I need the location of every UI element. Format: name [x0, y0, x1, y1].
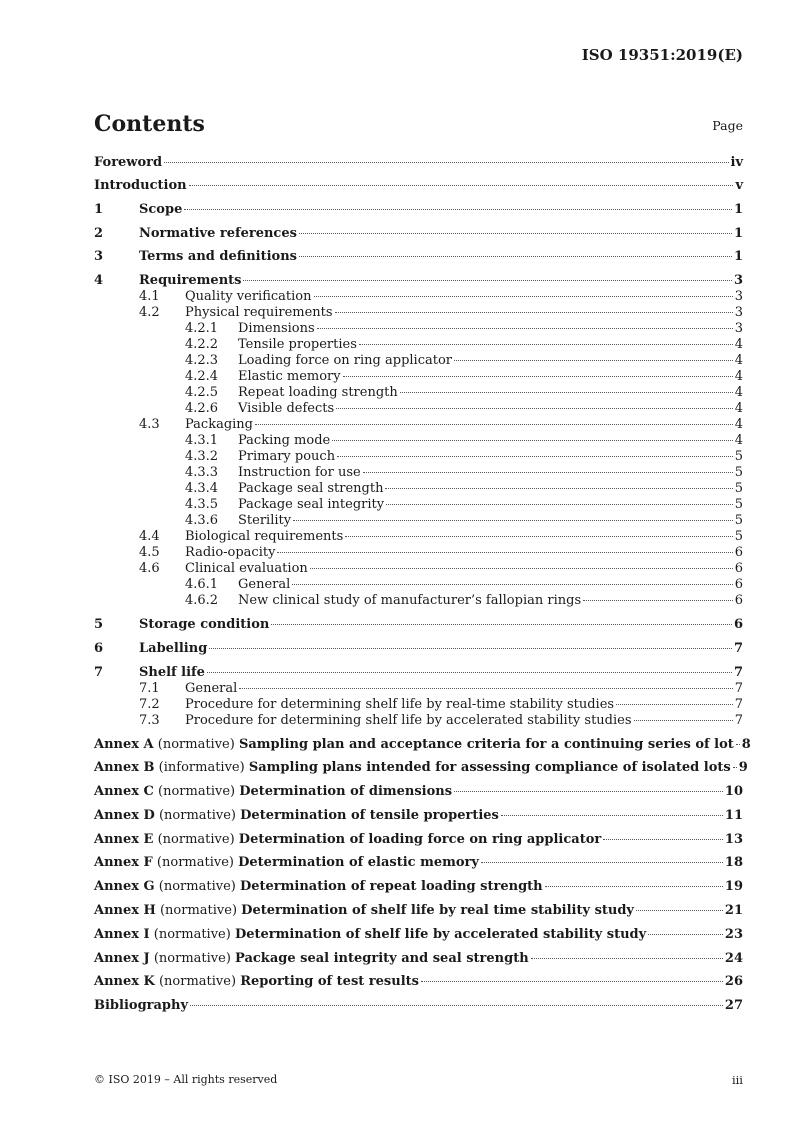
toc-page-number: 6: [733, 617, 743, 632]
toc-entry-4-1[interactable]: [94, 289, 743, 305]
toc-entry-7-1[interactable]: [94, 681, 743, 697]
dot-leader: [634, 719, 733, 721]
toc-entry-number: 4.3: [139, 417, 160, 432]
dot-leader: [603, 838, 723, 840]
annex-type: (normative): [158, 879, 236, 894]
toc-entry-title: Tensile properties: [238, 337, 357, 352]
toc-entry-number: 4.2.4: [185, 369, 219, 384]
toc-entry-bibliography[interactable]: [94, 998, 743, 1014]
toc-entry-annex-f[interactable]: [94, 855, 743, 871]
toc-page-number: 7: [734, 681, 743, 696]
toc-page-number: 3: [734, 321, 743, 336]
toc-entry-4-5[interactable]: [94, 545, 743, 561]
toc-entry-title: Clinical evaluation: [185, 561, 308, 576]
dot-leader: [481, 861, 723, 863]
dot-leader: [400, 391, 733, 393]
annex-label: Annex F: [94, 855, 153, 870]
toc-entry-title: Package seal integrity: [238, 497, 385, 512]
toc-entry-4-3-3[interactable]: [94, 465, 743, 481]
toc-entry-4-2-5[interactable]: [94, 385, 743, 401]
dot-leader: [271, 623, 732, 625]
toc-entry-number: 4.2.1: [185, 321, 219, 336]
dot-leader: [310, 567, 733, 569]
toc-entry-4-2-1[interactable]: [94, 321, 743, 337]
toc-entry-title: Biological requirements: [185, 529, 344, 544]
toc-entry-4-6-2[interactable]: [94, 593, 743, 609]
toc-entry-title: Procedure for determining shelf life by accelerated stability studies: [185, 713, 632, 728]
toc-entry-clause-2[interactable]: [94, 226, 743, 242]
toc-entry-number: 4.2.2: [185, 337, 219, 352]
dot-leader: [421, 980, 723, 982]
dot-leader: [385, 487, 732, 489]
toc-entry-title: Visible defects: [238, 401, 335, 416]
toc-entry-4-2[interactable]: [94, 305, 743, 321]
toc-entry-number: 6: [94, 641, 104, 656]
dot-leader: [616, 703, 733, 705]
toc-entry-clause-4[interactable]: [94, 273, 743, 289]
toc-page-number: 26: [724, 974, 743, 989]
toc-page-number: 10: [724, 784, 743, 799]
toc-entry-annex-i[interactable]: [94, 927, 743, 943]
toc-entry-number: 4.3.1: [185, 433, 219, 448]
toc-entry-number: 4.3.4: [185, 481, 219, 496]
dot-leader: [337, 455, 733, 457]
toc-entry-number: 4.6: [139, 561, 160, 576]
toc-entry-4-2-3[interactable]: [94, 353, 743, 369]
page-column-label: Page: [712, 118, 743, 133]
toc-entry-4-3-5[interactable]: [94, 497, 743, 513]
toc-page-number: 7: [734, 697, 743, 712]
toc-page-number: 5: [734, 449, 743, 464]
dot-leader: [239, 687, 732, 689]
toc-entry-title: Shelf life: [139, 665, 205, 680]
toc-entry-title: Elastic memory: [238, 369, 341, 384]
annex-title: Determination of tensile properties: [240, 808, 499, 823]
toc-page-number: 11: [724, 808, 743, 823]
toc-page-number: 21: [724, 903, 743, 918]
dot-leader: [207, 671, 732, 673]
toc-page-number: 3: [734, 305, 743, 320]
toc-entry-title: Requirements: [139, 273, 242, 288]
toc-page-number: 4: [734, 417, 743, 432]
dot-leader: [531, 957, 723, 959]
dot-leader: [293, 519, 733, 521]
toc-entry-4-6[interactable]: [94, 561, 743, 577]
toc-entry-number: 4.6.1: [185, 577, 219, 592]
dot-leader: [336, 407, 733, 409]
toc-entry-title: Labelling: [139, 641, 208, 656]
toc-page-number: 4: [734, 353, 743, 368]
toc-page-number: 5: [734, 481, 743, 496]
table-of-contents: [94, 155, 751, 1014]
toc-page-number: 6: [734, 545, 743, 560]
annex-type: (normative): [153, 927, 231, 942]
annex-type: (normative): [158, 974, 237, 989]
annex-title: Determination of dimensions: [239, 784, 453, 799]
annex-title: Determination of loading force on ring applicator: [238, 832, 602, 847]
annex-label: Annex A: [94, 737, 154, 752]
dot-leader: [343, 375, 733, 377]
toc-page-number: 13: [724, 832, 743, 847]
dot-leader: [209, 647, 732, 649]
annex-type: (informative): [158, 760, 245, 775]
toc-page-number: 8: [741, 737, 751, 752]
toc-entry-clause-7[interactable]: [94, 665, 743, 681]
toc-entry-title: General: [238, 577, 291, 592]
dot-leader: [317, 327, 733, 329]
toc-entry-4-2-2[interactable]: [94, 337, 743, 353]
dot-leader: [255, 423, 733, 425]
toc-entry-title: Sterility: [238, 513, 292, 528]
dot-leader: [648, 933, 723, 935]
toc-entry-clause-1[interactable]: [94, 202, 743, 218]
toc-entry-number: 7: [94, 665, 104, 680]
dot-leader: [190, 1004, 723, 1006]
dot-leader: [345, 535, 732, 537]
toc-entry-annex-c[interactable]: [94, 784, 743, 800]
toc-page-number: 4: [734, 433, 743, 448]
dot-leader: [243, 279, 731, 281]
annex-type: (normative): [158, 808, 237, 823]
annex-label: Annex B: [94, 760, 155, 775]
toc-page-number: 7: [734, 713, 743, 728]
toc-page-number: 18: [724, 855, 743, 870]
toc-entry-title: Repeat loading strength: [238, 385, 398, 400]
dot-leader: [545, 885, 723, 887]
toc-page-number: 9: [738, 760, 748, 775]
footer-page-number: iii: [731, 1073, 743, 1087]
toc-entry-annex-g[interactable]: [94, 879, 743, 895]
dot-leader: [583, 599, 733, 601]
toc-entry-clause-3[interactable]: [94, 249, 743, 265]
toc-page-number: 1: [733, 226, 743, 241]
dot-leader: [189, 184, 734, 186]
toc-entry-annex-d[interactable]: [94, 808, 743, 824]
toc-entry-title: Radio-opacity: [185, 545, 276, 560]
toc-page-number: 23: [724, 927, 743, 942]
toc-entry-4-6-1[interactable]: [94, 577, 743, 593]
dot-leader: [386, 503, 733, 505]
toc-entry-7-2[interactable]: [94, 697, 743, 713]
toc-entry-number: 4.2.5: [185, 385, 219, 400]
annex-label: Annex J: [94, 951, 150, 966]
toc-entry-title: Loading force on ring applicator: [238, 353, 453, 368]
toc-page-number: v: [735, 178, 743, 193]
toc-entry-number: 5: [94, 617, 104, 632]
toc-entry-title: Foreword: [94, 155, 163, 170]
toc-entry-annex-e[interactable]: [94, 832, 743, 848]
toc-page-number: 7: [733, 641, 743, 656]
annex-label: Annex K: [94, 974, 155, 989]
toc-entry-title: Primary pouch: [238, 449, 336, 464]
dot-leader: [314, 295, 733, 297]
dot-leader: [363, 471, 733, 473]
annex-title: Determination of repeat loading strength: [239, 879, 543, 894]
toc-entry-number: 3: [94, 249, 104, 264]
footer-copyright: © ISO 2019 – All rights reserved: [94, 1073, 278, 1086]
dot-leader: [501, 814, 723, 816]
toc-page-number: 1: [733, 202, 743, 217]
toc-entry-title: General: [185, 681, 238, 696]
dot-leader: [454, 359, 733, 361]
toc-page-number: 5: [734, 529, 743, 544]
toc-entry-title: Packaging: [185, 417, 253, 432]
toc-entry-title: Normative references: [139, 226, 297, 241]
toc-entry-annex-k[interactable]: [94, 974, 743, 990]
dot-leader: [299, 232, 732, 234]
annex-label: Annex H: [94, 903, 156, 918]
toc-entry-clause-6[interactable]: [94, 641, 743, 657]
toc-entry-title: Package seal strength: [238, 481, 384, 496]
toc-entry-number: 4.2.6: [185, 401, 219, 416]
toc-entry-title: Quality verification: [185, 289, 312, 304]
dot-leader: [164, 161, 728, 163]
dot-leader: [277, 551, 732, 553]
toc-entry-number: 4.6.2: [185, 593, 219, 608]
annex-label: Annex C: [94, 784, 154, 799]
toc-page-number: 5: [734, 513, 743, 528]
annex-type: (normative): [157, 832, 235, 847]
toc-page-number: 7: [733, 665, 743, 680]
toc-page-number: 19: [724, 879, 743, 894]
toc-entry-number: 4.2: [139, 305, 160, 320]
toc-page-number: iv: [730, 155, 743, 170]
toc-page-number: 1: [733, 249, 743, 264]
annex-type: (normative): [158, 784, 236, 799]
annex-label: Annex D: [94, 808, 155, 823]
toc-page-number: 6: [734, 577, 743, 592]
toc-entry-foreword[interactable]: [94, 155, 743, 171]
toc-entry-annex-j[interactable]: [94, 951, 743, 967]
toc-entry-title: Storage condition: [139, 617, 270, 632]
toc-entry-title: Terms and definitions: [139, 249, 297, 264]
annex-type: (normative): [153, 951, 231, 966]
annex-title: Determination of shelf life by accelerated stability study: [234, 927, 647, 942]
dot-leader: [184, 208, 732, 210]
document-code: ISO 19351:2019(E): [581, 46, 743, 64]
toc-page-number: 6: [734, 593, 743, 608]
toc-entry-4-3-6[interactable]: [94, 513, 743, 529]
toc-entry-number: 4.2.3: [185, 353, 219, 368]
annex-type: (normative): [156, 855, 234, 870]
toc-entry-4-3-2[interactable]: [94, 449, 743, 465]
toc-page-number: 4: [734, 385, 743, 400]
toc-page-number: 6: [734, 561, 743, 576]
annex-label: Annex G: [94, 879, 155, 894]
annex-title: Determination of shelf life by real time stability study: [241, 903, 634, 918]
toc-entry-number: 2: [94, 226, 104, 241]
toc-entry-number: 4.3.5: [185, 497, 219, 512]
contents-title: Contents: [94, 111, 205, 137]
toc-entry-4-2-6[interactable]: [94, 401, 743, 417]
toc-entry-number: 4.3.2: [185, 449, 219, 464]
toc-page-number: 4: [734, 369, 743, 384]
toc-page-number: 5: [734, 465, 743, 480]
toc-entry-title: Introduction: [94, 178, 187, 193]
toc-page-number: 27: [724, 998, 743, 1013]
toc-entry-7-3[interactable]: [94, 713, 743, 729]
toc-entry-number: 4.5: [139, 545, 160, 560]
toc-entry-number: 4: [94, 273, 104, 288]
toc-entry-number: 7.1: [139, 681, 160, 696]
toc-entry-number: 4.3.6: [185, 513, 219, 528]
dot-leader: [736, 743, 740, 745]
toc-entry-4-4[interactable]: [94, 529, 743, 545]
annex-type: (normative): [159, 903, 238, 918]
toc-page-number: 3: [733, 273, 743, 288]
toc-entry-number: 7.2: [139, 697, 160, 712]
annex-title: Reporting of test results: [240, 974, 419, 989]
toc-entry-title: Packing mode: [238, 433, 331, 448]
toc-entry-title: Procedure for determining shelf life by real-time stability studies: [185, 697, 615, 712]
dot-leader: [636, 909, 723, 911]
dot-leader: [454, 790, 723, 792]
dot-leader: [335, 311, 733, 313]
toc-page-number: 24: [724, 951, 743, 966]
toc-entry-number: 1: [94, 202, 104, 217]
toc-entry-annex-a[interactable]: [94, 737, 751, 753]
dot-leader: [299, 255, 732, 257]
annex-title: Sampling plans intended for assessing compliance of isolated lots: [248, 760, 731, 775]
annex-label: Annex E: [94, 832, 154, 847]
toc-page-number: 3: [734, 289, 743, 304]
toc-entry-title: Physical requirements: [185, 305, 333, 320]
toc-entry-title: Bibliography: [94, 998, 189, 1013]
annex-title: Sampling plan and acceptance criteria for a continuing series of lot: [238, 737, 734, 752]
toc-entry-4-3-1[interactable]: [94, 433, 743, 449]
annex-label: Annex I: [94, 927, 150, 942]
dot-leader: [733, 766, 737, 768]
annex-title: Determination of elastic memory: [238, 855, 479, 870]
toc-entry-title: Dimensions: [238, 321, 315, 336]
dot-leader: [292, 583, 732, 585]
toc-page-number: 5: [734, 497, 743, 512]
annex-title: Package seal integrity and seal strength: [235, 951, 529, 966]
toc-page-number: 4: [734, 337, 743, 352]
toc-page-number: 4: [734, 401, 743, 416]
toc-entry-number: 4.4: [139, 529, 160, 544]
dot-leader: [359, 343, 733, 345]
toc-entry-number: 7.3: [139, 713, 160, 728]
toc-entry-number: 4.3.3: [185, 465, 219, 480]
dot-leader: [332, 439, 732, 441]
toc-entry-clause-5[interactable]: [94, 617, 743, 633]
annex-type: (normative): [157, 737, 235, 752]
toc-entry-number: 4.1: [139, 289, 160, 304]
toc-entry-4-3[interactable]: [94, 417, 743, 433]
toc-entry-title: Instruction for use: [238, 465, 361, 480]
toc-entry-introduction[interactable]: [94, 178, 743, 194]
toc-entry-title: Scope: [139, 202, 183, 217]
toc-entry-4-2-4[interactable]: [94, 369, 743, 385]
toc-entry-4-3-4[interactable]: [94, 481, 743, 497]
toc-entry-annex-h[interactable]: [94, 903, 743, 919]
toc-entry-annex-b[interactable]: [94, 760, 748, 776]
toc-entry-title: New clinical study of manufacturer’s fallopian rings: [238, 593, 582, 608]
